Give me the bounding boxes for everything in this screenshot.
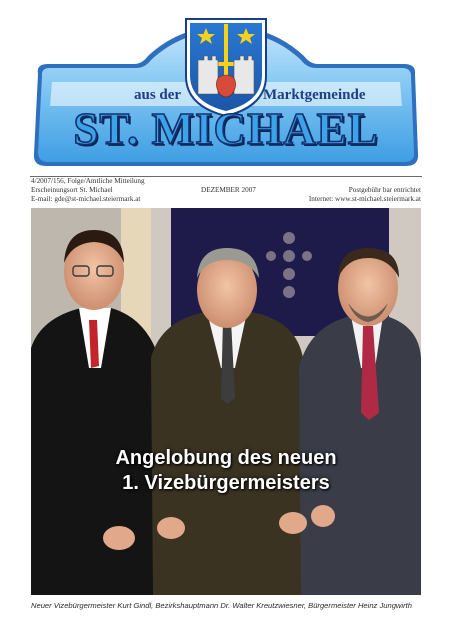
masthead-title: ST. MICHAEL (73, 104, 379, 154)
email-text: E-mail: gde@st-michael.steiermark.at (31, 195, 141, 203)
issue-text: 4/2007/156, Folge/Amtliche Mitteilung (31, 177, 145, 185)
cover-headline (31, 446, 421, 496)
headline-line-2: 1. Vizebürgermeisters (122, 472, 330, 494)
masthead (30, 16, 422, 170)
place-text: Erscheinungsort St. Michael (31, 186, 113, 194)
postage-text: Postgebühr bar entrichtet (348, 186, 421, 194)
issue-date: DEZEMBER 2007 (201, 186, 256, 194)
cover-photo-image (31, 208, 421, 595)
headline-line-1: Angelobung des neuen (115, 447, 337, 469)
cover-photo (31, 208, 421, 595)
masthead-word-right: Marktgemeinde (263, 87, 366, 103)
internet-text: Internet: www.st-michael.steiermark.at (308, 195, 421, 203)
masthead-word-left: aus der (134, 87, 182, 103)
photo-caption: Neuer Vizebürgermeister Kurt Gindl, Bezirkshauptmann Dr. Walter Kreutzwiesner, Bürgermeister Heinz Jungwirth (31, 601, 412, 610)
